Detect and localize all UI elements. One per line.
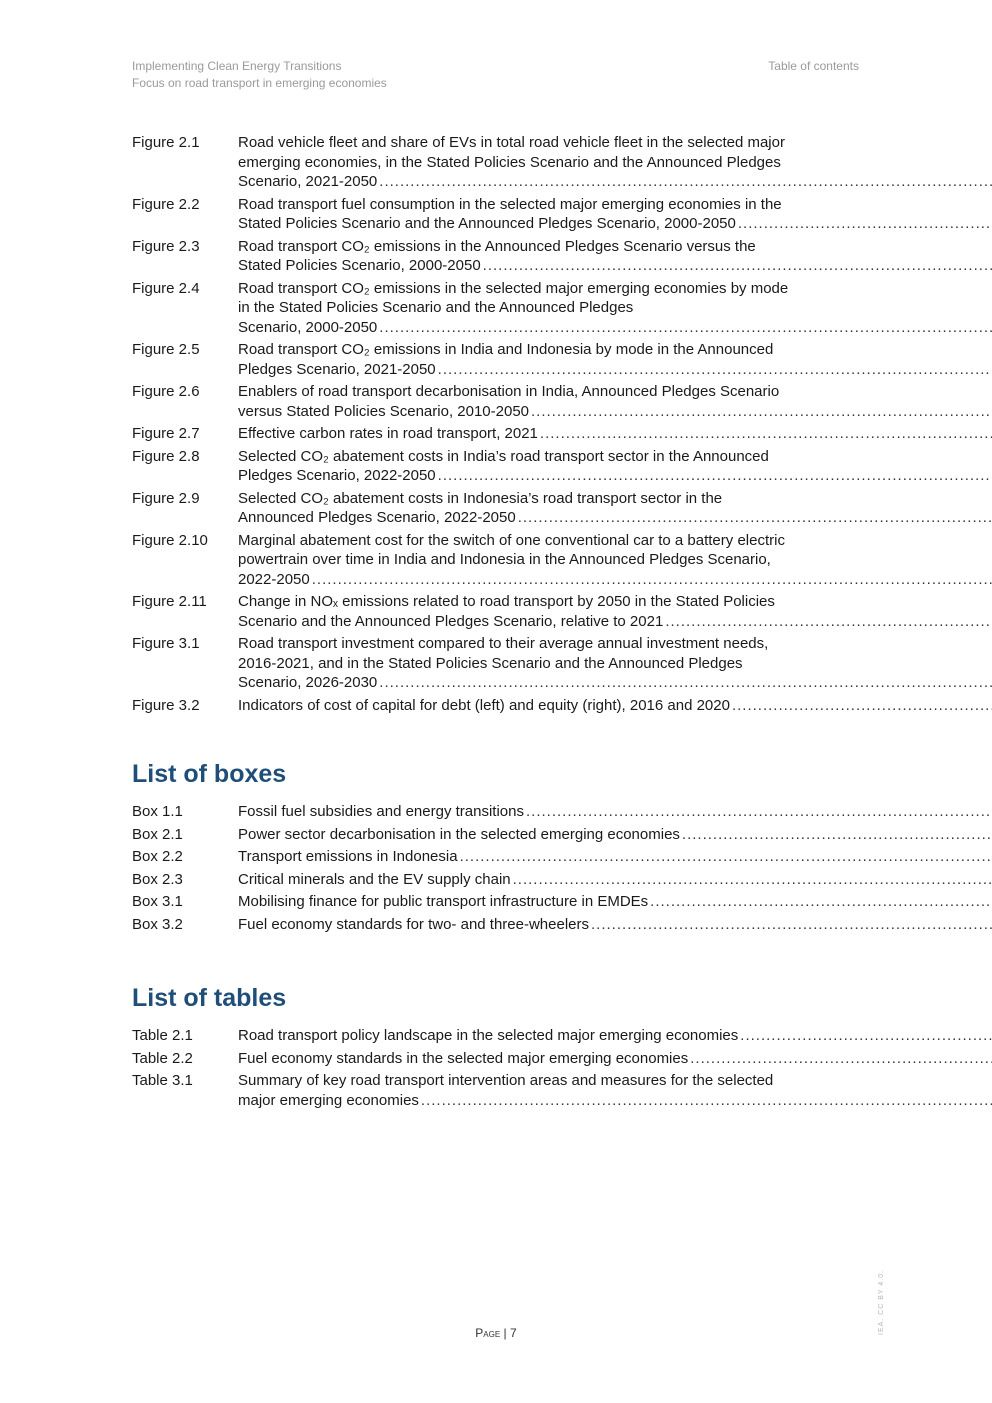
dot-leader <box>540 424 992 444</box>
page-word: Page <box>475 1326 501 1340</box>
toc-entry[interactable] <box>132 489 859 528</box>
dot-leader <box>513 870 992 890</box>
entry-title-line: versus Stated Policies Scenario, 2010-2050 <box>238 402 530 420</box>
dot-leader <box>438 360 992 380</box>
entry-body <box>238 1071 992 1110</box>
entry-title-line: Fuel economy standards in the selected major emerging economies <box>238 1049 689 1067</box>
entry-label: Figure 2.4 <box>132 279 200 297</box>
entry-label: Box 3.2 <box>132 915 183 933</box>
entry-label: Figure 2.10 <box>132 531 208 549</box>
entry-body <box>238 802 992 822</box>
entry-label: Figure 2.11 <box>132 593 207 610</box>
entry-label: Table 2.1 <box>132 1027 193 1044</box>
entry-title-line: Fossil fuel subsidies and energy transitions <box>238 803 524 820</box>
entry-label: Figure 2.5 <box>132 341 200 358</box>
toc-entry[interactable] <box>132 447 859 486</box>
entry-body <box>238 195 992 234</box>
dot-leader <box>665 612 992 632</box>
tables-heading: List of tables <box>132 984 287 1012</box>
entry-body <box>238 892 992 912</box>
entry-body <box>238 634 992 693</box>
dot-leader <box>312 570 992 590</box>
entry-title-line: Road vehicle fleet and share of EVs in total road vehicle fleet in the selected major <box>238 134 785 151</box>
entry-title-line: Enablers of road transport decarbonisation in India, Announced Pledges Scenario <box>238 383 780 400</box>
toc-entry[interactable] <box>132 133 859 192</box>
toc-entry[interactable] <box>132 915 859 935</box>
toc-entry[interactable] <box>132 634 859 693</box>
entry-title-line: Road transport investment compared to their average annual investment needs, <box>238 635 769 652</box>
dot-leader <box>379 318 992 338</box>
entry-title-line: in the Stated Policies Scenario and the Announced Pledges <box>238 299 634 316</box>
toc-entry[interactable] <box>132 870 859 890</box>
dot-leader <box>483 256 992 276</box>
dot-leader <box>682 825 992 845</box>
entry-title-line: powertrain over time in India and Indonesia in the Announced Pledges Scenario, <box>238 551 771 568</box>
entry-body <box>238 696 992 716</box>
toc-entry[interactable] <box>132 892 859 912</box>
toc-entry[interactable] <box>132 237 859 276</box>
header-section: Table of contents <box>768 59 859 73</box>
entry-label: Figure 3.2 <box>132 696 200 714</box>
entry-body <box>238 424 992 444</box>
entry-label: Box 2.3 <box>132 870 183 888</box>
entry-body <box>238 1026 992 1046</box>
entry-title-line: Effective carbon rates in road transport, 2021 <box>238 425 538 442</box>
dot-leader <box>526 802 992 822</box>
entry-title-line: Power sector decarbonisation in the selected emerging economies <box>238 825 680 843</box>
document-header <box>132 58 387 92</box>
entry-title-line: Scenario and the Announced Pledges Scenario, relative to 2021 <box>238 612 664 630</box>
dot-leader <box>379 673 992 693</box>
entry-label: Figure 2.6 <box>132 383 200 400</box>
dot-leader <box>740 1026 992 1046</box>
entry-body <box>238 531 992 590</box>
dot-leader <box>531 402 992 422</box>
entry-label: Box 1.1 <box>132 803 183 820</box>
toc-entry[interactable] <box>132 340 859 379</box>
entry-title-line: Road transport CO₂ emissions in the Announced Pledges Scenario versus the <box>238 237 756 255</box>
entry-title-line: Marginal abatement cost for the switch of one conventional car to a battery electric <box>238 531 785 549</box>
header-title: Implementing Clean Energy Transitions <box>132 59 342 73</box>
entry-body <box>238 279 992 338</box>
entry-title-line: Road transport fuel consumption in the selected major emerging economies in the <box>238 195 782 213</box>
entry-body <box>238 133 992 192</box>
entry-title-line: 2022-2050 <box>238 570 310 588</box>
entry-label: Table 2.2 <box>132 1049 193 1067</box>
entry-body <box>238 915 992 935</box>
toc-entry[interactable] <box>132 1049 859 1069</box>
dot-leader <box>591 915 992 935</box>
dot-leader <box>438 466 992 486</box>
list-of-tables <box>132 1026 859 1110</box>
entry-label: Figure 2.2 <box>132 195 200 213</box>
dot-leader <box>650 892 992 912</box>
license-note: IEA. CC BY 4.0. <box>878 1269 885 1335</box>
entry-label: Figure 2.3 <box>132 237 200 255</box>
header-subtitle: Focus on road transport in emerging economies <box>132 76 387 90</box>
page-number: 7 <box>510 1326 517 1340</box>
entry-label: Figure 2.9 <box>132 489 200 507</box>
entry-body <box>238 382 992 421</box>
page-footer <box>0 1326 992 1340</box>
entry-title-line: Fuel economy standards for two- and three-wheelers <box>238 915 590 933</box>
entry-title-line: emerging economies, in the Stated Policies Scenario and the Announced Pledges <box>238 153 781 171</box>
entry-title-line: Mobilising finance for public transport infrastructure in EMDEs <box>238 893 649 910</box>
entry-title-line: Stated Policies Scenario, 2000-2050 <box>238 257 481 274</box>
toc-entry[interactable] <box>132 279 859 338</box>
entry-label: Figure 3.1 <box>132 635 200 652</box>
dot-leader <box>732 696 992 716</box>
toc-entry[interactable] <box>132 592 859 631</box>
entry-label: Box 2.2 <box>132 848 183 865</box>
entry-title-line: Road transport CO₂ emissions in India and Indonesia by mode in the Announced <box>238 341 774 358</box>
dot-leader <box>421 1091 992 1111</box>
entry-title-line: Announced Pledges Scenario, 2022-2050 <box>238 509 516 526</box>
toc-entry[interactable] <box>132 195 859 234</box>
list-of-boxes <box>132 802 859 934</box>
entry-title-line: 2016-2021, and in the Stated Policies Scenario and the Announced Pledges <box>238 654 743 672</box>
entry-title-line: Selected CO₂ abatement costs in India’s road transport sector in the Announced <box>238 447 769 465</box>
entry-body <box>238 340 992 379</box>
toc-entry[interactable] <box>132 531 859 590</box>
toc-entry[interactable] <box>132 802 859 822</box>
dot-leader <box>738 214 992 234</box>
entry-title-line: Pledges Scenario, 2022-2050 <box>238 467 436 484</box>
entry-body <box>238 1049 992 1069</box>
toc-entry[interactable] <box>132 696 859 716</box>
entry-title-line: Scenario, 2000-2050 <box>238 318 378 336</box>
entry-label: Figure 2.8 <box>132 447 200 465</box>
dot-leader <box>379 172 992 192</box>
entry-title-line: Scenario, 2021-2050 <box>238 173 378 190</box>
entry-label: Box 3.1 <box>132 893 183 910</box>
entry-title-line: Road transport CO₂ emissions in the selected major emerging economies by mode <box>238 279 789 297</box>
dot-leader <box>518 508 992 528</box>
entry-label: Figure 2.1 <box>132 134 200 151</box>
entry-body <box>238 489 992 528</box>
entry-title-line: Selected CO₂ abatement costs in Indonesia’s road transport sector in the <box>238 489 723 507</box>
entry-label: Box 2.1 <box>132 825 183 843</box>
entry-title-line: Scenario, 2026-2030 <box>238 674 378 691</box>
entry-title-line: Summary of key road transport intervention areas and measures for the selected <box>238 1072 774 1089</box>
page-separator: | <box>500 1326 510 1340</box>
dot-leader <box>690 1049 992 1069</box>
entry-title-line: major emerging economies <box>238 1091 419 1109</box>
toc-entry[interactable] <box>132 847 859 867</box>
entry-title-line: Road transport policy landscape in the selected major emerging economies <box>238 1027 739 1044</box>
entry-body <box>238 825 992 845</box>
dot-leader <box>460 847 992 867</box>
toc-entry[interactable] <box>132 382 859 421</box>
entry-title-line: Critical minerals and the EV supply chain <box>238 870 511 888</box>
entry-title-line: Stated Policies Scenario and the Announced Pledges Scenario, 2000-2050 <box>238 215 736 232</box>
boxes-heading: List of boxes <box>132 760 287 788</box>
entry-title-line: Indicators of cost of capital for debt (left) and equity (right), 2016 and 2020 <box>238 696 730 714</box>
entry-title-line: Pledges Scenario, 2021-2050 <box>238 360 436 378</box>
entry-body <box>238 447 992 486</box>
entry-body <box>238 847 992 867</box>
toc-entry[interactable] <box>132 825 859 845</box>
toc-entry[interactable] <box>132 1026 859 1046</box>
entry-label: Figure 2.7 <box>132 425 200 442</box>
entry-label: Table 3.1 <box>132 1072 193 1089</box>
entry-body <box>238 592 992 631</box>
entry-body <box>238 870 992 890</box>
list-of-figures <box>132 133 859 715</box>
toc-entry[interactable] <box>132 1071 859 1110</box>
entry-title-line: Change in NOₓ emissions related to road transport by 2050 in the Stated Policies <box>238 593 775 610</box>
toc-entry[interactable] <box>132 424 859 444</box>
entry-body <box>238 237 992 276</box>
entry-title-line: Transport emissions in Indonesia <box>238 848 458 865</box>
